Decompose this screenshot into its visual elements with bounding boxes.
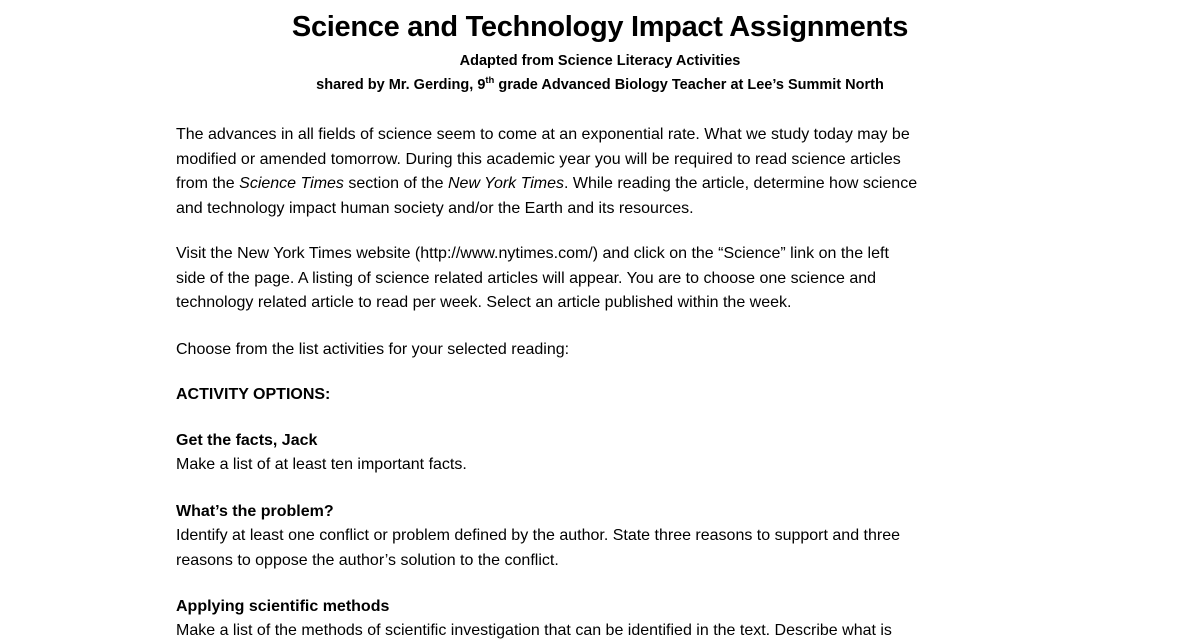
activity-description (176, 524, 1036, 573)
visit-paragraph (176, 242, 1036, 316)
credit-text-post: grade Advanced Biology Teacher at Lee’s Summit North (494, 77, 884, 93)
intro-line: The advances in all fields of science seem to come at an exponential rate. What we study today may be (176, 126, 910, 143)
nyt-title: New York Times (447, 175, 565, 192)
intro-line: and technology impact human society and/or the Earth and its resources. (176, 199, 694, 217)
activity-description (176, 619, 1036, 644)
intro-paragraph (176, 123, 1036, 221)
document-title: Science and Technology Impact Assignments (291, 11, 909, 43)
document-subtitle-credit (0, 75, 1200, 95)
intro-text: section of the (343, 175, 448, 192)
intro-text: from the (176, 175, 240, 192)
choose-instruction: Choose from the list activities for your selected reading: (176, 341, 570, 358)
activity-heading: What’s the problem? (176, 503, 334, 520)
activity-line: Identify at least one conflict or problem defined by the author. State three reasons to support and three (176, 527, 901, 544)
credit-text-pre: shared by Mr. Gerding, 9 (316, 77, 486, 93)
activity-heading: Applying scientific methods (176, 598, 390, 615)
visit-line: Visit the New York Times website (http://www.nytimes.com/) and click on the “Science” link on the left (176, 245, 889, 262)
science-times-title: Science Times (239, 175, 344, 192)
activity-line: reasons to oppose the author’s solution to the conflict. (176, 551, 559, 569)
activity-line: Make a list of at least ten important facts. (176, 456, 467, 473)
document-subtitle-source: Adapted from Science Literacy Activities (459, 53, 741, 69)
visit-line: technology related article to read per week. Select an article published within the week. (176, 294, 792, 311)
intro-text: . While reading the article, determine how science (564, 175, 918, 192)
activity-heading: Get the facts, Jack (176, 432, 318, 449)
activity-description (176, 453, 1036, 478)
credit-superscript: th (485, 75, 495, 86)
activity-options-heading: ACTIVITY OPTIONS: (176, 386, 331, 403)
activity-line: Make a list of the methods of scientific investigation that can be identified in the text. Describe what is (176, 622, 892, 639)
intro-line (176, 172, 1036, 197)
intro-line: modified or amended tomorrow. During this academic year you will be required to read science articles (176, 150, 901, 168)
visit-line: side of the page. A listing of science related articles will appear. You are to choose one science and (176, 269, 877, 287)
